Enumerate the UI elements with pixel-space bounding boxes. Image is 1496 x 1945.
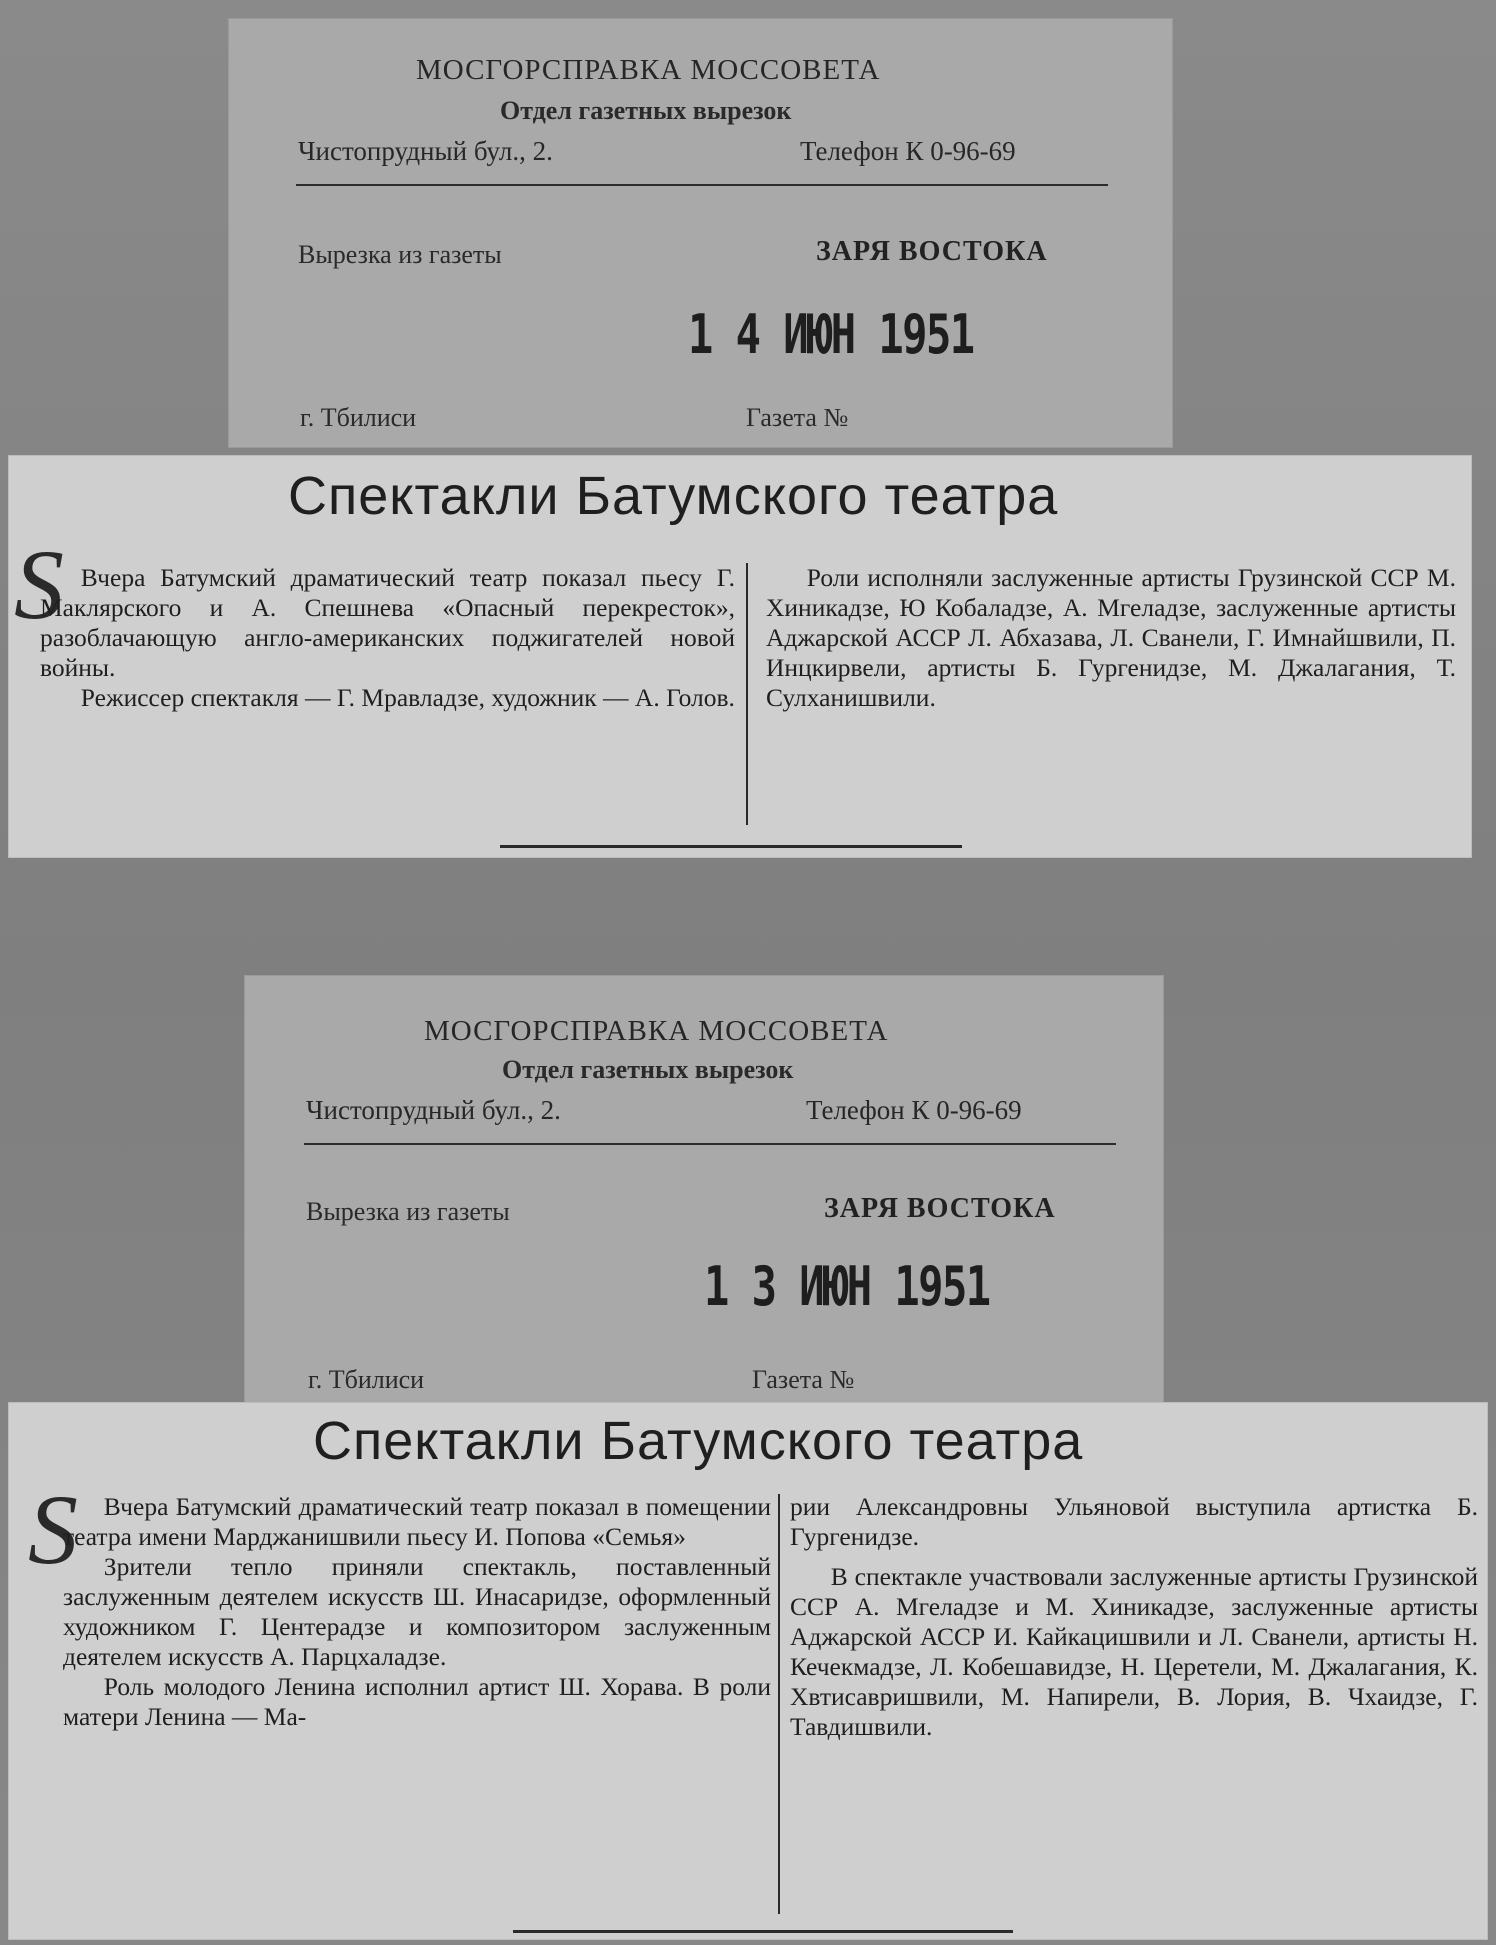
article-paragraph: Вчера Батумский драматический театр показал в помещении театра имени Марджанишвили пьесу И. Попова «Семья» [63, 1492, 771, 1551]
stamp-issue-label: Газета № [752, 1365, 855, 1394]
stamp-date: 1 4 ИЮН 1951 [688, 303, 974, 366]
article-headline: Спектакли Батумского театра [313, 1411, 1084, 1471]
stamp-issue-label: Газета № [746, 403, 849, 432]
stamp-divider [296, 184, 1108, 186]
stamp-newspaper-name: ЗАРЯ ВОСТОКА [816, 236, 1048, 267]
article-paragraph: В спектакле участвовали заслуженные артисты Грузинской ССР А. Мгеладзе и М. Хиникадзе, заслуженные артисты Аджарской АССР И. Кайкацишвили и Л. Сванели, артисты Н. Кечекмадзе, Л. Кобешавидзе, Н. Церетели, М. Джалагания, К. Хвтисавришвили, М. Напирели, В. Лория, В. Чхаидзе, Г. Тавдишвили. [790, 1562, 1478, 1741]
newspaper-clipping-2 [8, 1402, 1488, 1940]
article-paragraph: Зрители тепло приняли спектакль, поставленный заслуженным деятелем искусств Ш. Инасаридзе, оформленный художником Г. Центерадзе и композитором заслуженным деятелем искусств А. Парцхаладзе. [63, 1552, 771, 1671]
article-column-right [790, 1492, 1478, 1742]
stamp-phone: Телефон К 0-96-69 [800, 136, 1016, 166]
article-column-left [63, 1492, 771, 1732]
stamp-org: МОСГОРСПРАВКА МОССОВЕТА [416, 54, 881, 86]
article-column-right [766, 563, 1456, 713]
article-column-left [40, 563, 735, 713]
article-headline: Спектакли Батумского театра [288, 466, 1059, 526]
article-end-rule [513, 1930, 1013, 1933]
stamp-divider [304, 1143, 1116, 1145]
article-paragraph: Режиссер спектакля — Г. Мравладзе, художник — А. Голов. [80, 683, 735, 712]
column-divider [778, 1494, 780, 1914]
article-paragraph: рии Александровны Ульяновой выступила артистка Б. Гургенидзе. [790, 1492, 1478, 1551]
stamp-address: Чистопрудный бул., 2. [306, 1095, 561, 1125]
agency-stamp-2 [244, 975, 1164, 1405]
stamp-department: Отдел газетных вырезок [500, 96, 792, 125]
stamp-department: Отдел газетных вырезок [502, 1055, 794, 1084]
article-paragraph: Роли исполняли заслуженные артисты Грузинской ССР М. Хиникадзе, Ю Кобаладзе, А. Мгеладзе, заслуженные артисты Аджарской АССР Л. Абхазава, Л. Сванели, Г. Имнайшвили, П. Инцкирвели, артисты Б. Гургенидзе, М. Джалагания, Т. Сулханишвили. [766, 563, 1456, 712]
stamp-address: Чистопрудный бул., 2. [298, 136, 553, 166]
stamp-cut-label: Вырезка из газеты [306, 1197, 510, 1226]
article-paragraph: Роль молодого Ленина исполнил артист Ш. Хорава. В роли матери Ленина — Ма- [63, 1672, 771, 1731]
stamp-org: МОСГОРСПРАВКА МОССОВЕТА [424, 1015, 889, 1047]
stamp-city: г. Тбилиси [308, 1365, 425, 1394]
article-paragraph: Вчера Батумский драматический театр показал пьесу Г. Маклярского и А. Спешнева «Опасный перекресток», разоблачающую англо-американских поджигателей новой войны. [40, 563, 735, 682]
drop-cap-ornament: S [28, 1474, 78, 1585]
article-end-rule [500, 845, 962, 848]
stamp-phone: Телефон К 0-96-69 [806, 1095, 1022, 1125]
drop-cap-ornament: S [14, 529, 64, 640]
stamp-newspaper-name: ЗАРЯ ВОСТОКА [824, 1193, 1056, 1224]
stamp-cut-label: Вырезка из газеты [298, 240, 502, 269]
stamp-city: г. Тбилиси [300, 403, 417, 432]
column-divider [746, 563, 748, 825]
stamp-date: 1 3 ИЮН 1951 [704, 1255, 990, 1318]
newspaper-clipping-1 [8, 455, 1472, 858]
agency-stamp-1 [228, 18, 1173, 448]
